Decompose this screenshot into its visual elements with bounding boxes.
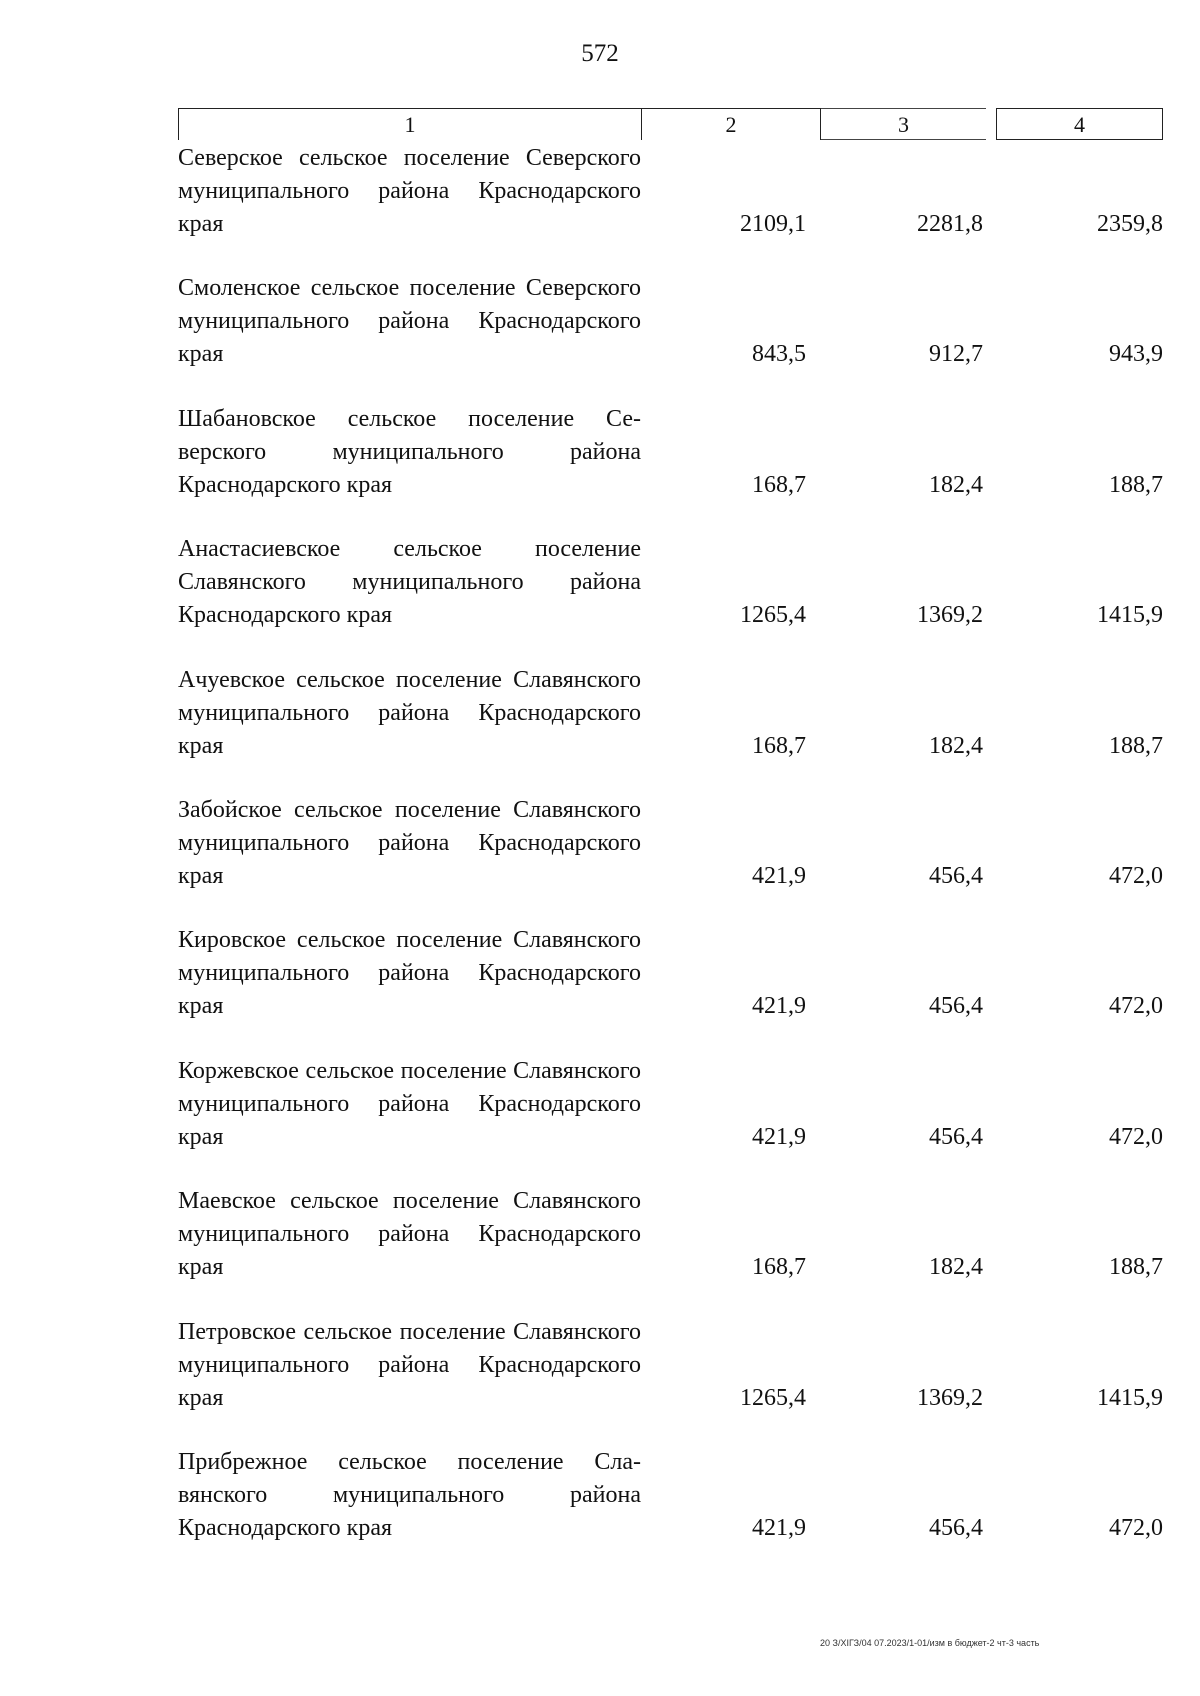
table-row — [178, 533, 1163, 663]
row-value-col4: 472,0 — [1109, 993, 1163, 1020]
table-row — [178, 1055, 1163, 1185]
header-cell-3: 3 — [821, 108, 986, 140]
row-value-col2: 168,7 — [752, 732, 806, 759]
row-value-col3: 2281,8 — [917, 211, 983, 237]
row-value-col3: 456,4 — [929, 1514, 983, 1541]
row-value-col4: 1415,9 — [1097, 1384, 1163, 1411]
row-value-col3: 1369,2 — [917, 602, 983, 629]
row-value-col4: 472,0 — [1109, 1123, 1163, 1150]
row-value-col2: 1265,4 — [740, 602, 806, 629]
row-value-col4: 2359,8 — [1097, 211, 1163, 237]
row-value-col3: 182,4 — [929, 732, 983, 759]
table-header-row — [178, 108, 1163, 142]
row-value-col2: 168,7 — [752, 1254, 806, 1281]
row-name-cell: Шабановское сельское поселение Северского муниципального района Краснодарского края — [178, 405, 641, 498]
row-name-cell: Прибрежное сельское поселение Славянского муниципального района Краснодарского края — [178, 1448, 641, 1541]
row-value-col2: 421,9 — [752, 1123, 806, 1150]
table-row — [178, 142, 1163, 272]
row-name-cell: Смоленское сельское поселение Северского муниципального района Краснодарского края — [178, 275, 641, 368]
row-name-cell: Петровское сельское поселение Славянского муниципального района Краснодарского края — [178, 1318, 641, 1411]
table-row — [178, 1316, 1163, 1446]
row-name-cell: Забойское сельское поселение Славянского муниципального района Краснодарского края — [178, 796, 641, 889]
table-row — [178, 272, 1163, 402]
row-value-col3: 456,4 — [929, 1123, 983, 1150]
row-value-col2: 421,9 — [752, 862, 806, 889]
row-value-col3: 456,4 — [929, 993, 983, 1020]
header-cell-4: 4 — [996, 108, 1163, 140]
table-row — [178, 403, 1163, 533]
row-value-col3: 182,4 — [929, 471, 983, 498]
row-value-col4: 943,9 — [1109, 341, 1163, 368]
table-row — [178, 924, 1163, 1054]
row-value-col2: 1265,4 — [740, 1384, 806, 1411]
header-cell-2: 2 — [641, 108, 821, 140]
row-name-cell: Кировское сельское поселение Славянского муниципального района Краснодарского края — [178, 927, 641, 1020]
table-row — [178, 664, 1163, 794]
page-number: 572 — [581, 40, 619, 67]
row-value-col2: 421,9 — [752, 993, 806, 1020]
table-row — [178, 1446, 1163, 1576]
row-value-col4: 188,7 — [1109, 471, 1163, 498]
budget-table — [178, 108, 1163, 1576]
row-name-cell: Северское сельское поселение Северского муниципального района Краснодарского края — [178, 145, 641, 237]
table-row — [178, 794, 1163, 924]
row-value-col4: 188,7 — [1109, 732, 1163, 759]
row-name-cell: Маевское сельское поселение Славянского муниципального района Краснодарского края — [178, 1188, 641, 1281]
row-value-col3: 912,7 — [929, 341, 983, 368]
row-value-col4: 472,0 — [1109, 862, 1163, 889]
row-value-col3: 1369,2 — [917, 1384, 983, 1411]
row-name-cell: Ачуевское сельское поселение Славянского муниципального района Краснодарского края — [178, 666, 641, 759]
header-cell-1: 1 — [178, 108, 641, 140]
row-value-col2: 2109,1 — [740, 211, 806, 237]
row-value-col4: 1415,9 — [1097, 602, 1163, 629]
table-row — [178, 1185, 1163, 1315]
row-value-col2: 168,7 — [752, 471, 806, 498]
row-value-col3: 456,4 — [929, 862, 983, 889]
row-value-col2: 843,5 — [752, 341, 806, 368]
table-body — [178, 142, 1163, 1576]
footer-filename: 20 З/ХІГЗ/04 07.2023/1-01/изм в бюджет-2 чт-3 часть — [820, 1638, 1040, 1648]
row-name-cell: Коржевское сельское поселение Славянского муниципального района Краснодарского края — [178, 1057, 641, 1150]
row-name-cell: Анастасиевское сельское поселение Славянского муниципального района Краснодарского края — [178, 536, 641, 629]
row-value-col4: 472,0 — [1109, 1514, 1163, 1541]
row-value-col4: 188,7 — [1109, 1254, 1163, 1281]
row-value-col2: 421,9 — [752, 1514, 806, 1541]
row-value-col3: 182,4 — [929, 1254, 983, 1281]
